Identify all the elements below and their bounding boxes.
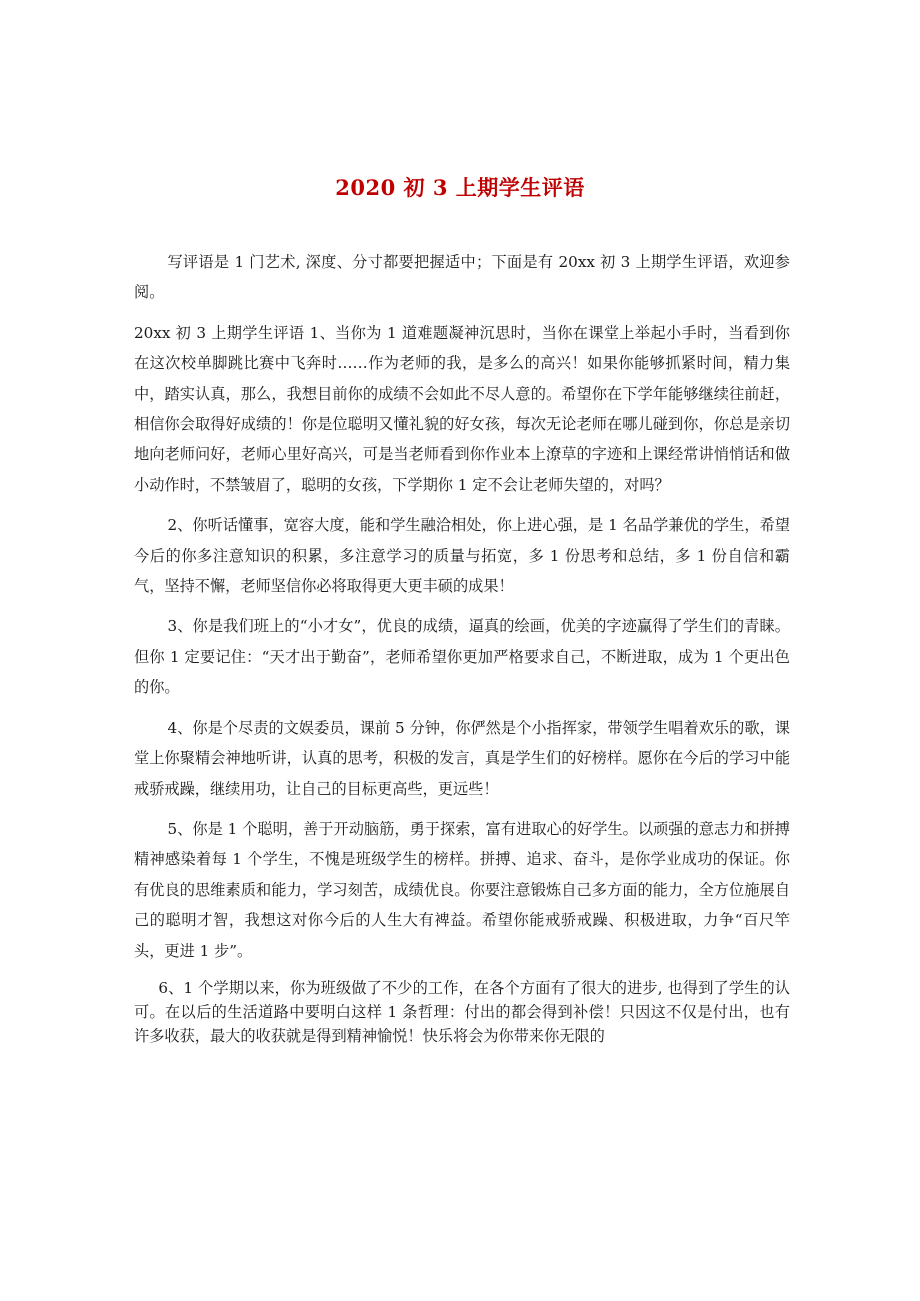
comment-paragraph-1: 20xx 初 3 上期学生评语 1、当你为 1 道难题凝神沉思时，当你在课堂上举起小手时，当看到你在这次校单脚跳比赛中飞奔时……作为老师的我，是多么的高兴！如果你能够抓紧时间，精力集中，踏实认真，那么，我想目前你的成绩不会如此不尽人意的。希望你在下学年能够继续往前赶，相信你会取得好成绩的！你是位聪明又懂礼貌的好女孩，每次无论老师在哪儿碰到你，你总是亲切地向老师问好，老师心里好高兴，可是当老师看到你作业本上潦草的字迹和上课经常讲悄悄话和做小动作时，不禁皱眉了，聪明的女孩，下学期你 1 定不会让老师失望的，对吗？ — [134, 323, 790, 494]
comment-paragraph-2: 2、你听话懂事，宽容大度，能和学生融洽相处，你上进心强，是 1 名品学兼优的学生，希望今后的你多注意知识的积累，多注意学习的质量与拓宽，多 1 份思考和总结，多 1 份自信和霸气，坚持不懈，老师坚信你必将取得更大更丰硕的成果！ — [134, 516, 790, 596]
comment-paragraph-6: 6、1 个学期以来，你为班级做了不少的工作，在各个方面有了很大的进步, 也得到了学生的认可。在以后的生活道路中要明白这样 1 条哲理：付出的都会得到补偿！只因这不仅是付出，也有许多收获，最大的收获就是得到精神愉悦！快乐将会为你带来你无限的 — [134, 978, 790, 1045]
comment-paragraph-3: 3、你是我们班上的“小才女”，优良的成绩，逼真的绘画，优美的字迹赢得了学生们的青睐。但你 1 定要记住：“天才出于勤奋”，老师希望你更加严格要求自己，不断进取，成为 1 个更出色的你。 — [134, 617, 790, 697]
document-body — [134, 247, 790, 1058]
comment-paragraph-5: 5、你是 1 个聪明，善于开动脑筋，勇于探索，富有进取心的好学生。以顽强的意志力和拼搏精神感染着每 1 个学生，不愧是班级学生的榜样。拼搏、追求、奋斗，是你学业成功的保证。你有优良的思维素质和能力，学习刻苦，成绩优良。你要注意锻炼自己多方面的能力，全方位施展自己的聪明才智，我想这对你今后的人生大有裨益。希望你能戒骄戒躁、积极进取，力争“百尺竿头，更进 1 步”。 — [134, 819, 790, 960]
intro-paragraph: 写评语是 1 门艺术, 深度、分寸都要把握适中；下面是有 20xx 初 3 上期学生评语，欢迎参阅。 — [134, 253, 790, 302]
comment-paragraph-4: 4、你是个尽责的文娱委员，课前 5 分钟，你俨然是个小指挥家，带领学生唱着欢乐的歌，课堂上你聚精会神地听讲，认真的思考，积极的发言，真是学生们的好榜样。愿你在今后的学习中能戒骄戒躁，继续用功，让自己的目标更高些，更远些！ — [134, 718, 790, 798]
document-title: 2020 初 3 上期学生评语 — [335, 175, 585, 200]
